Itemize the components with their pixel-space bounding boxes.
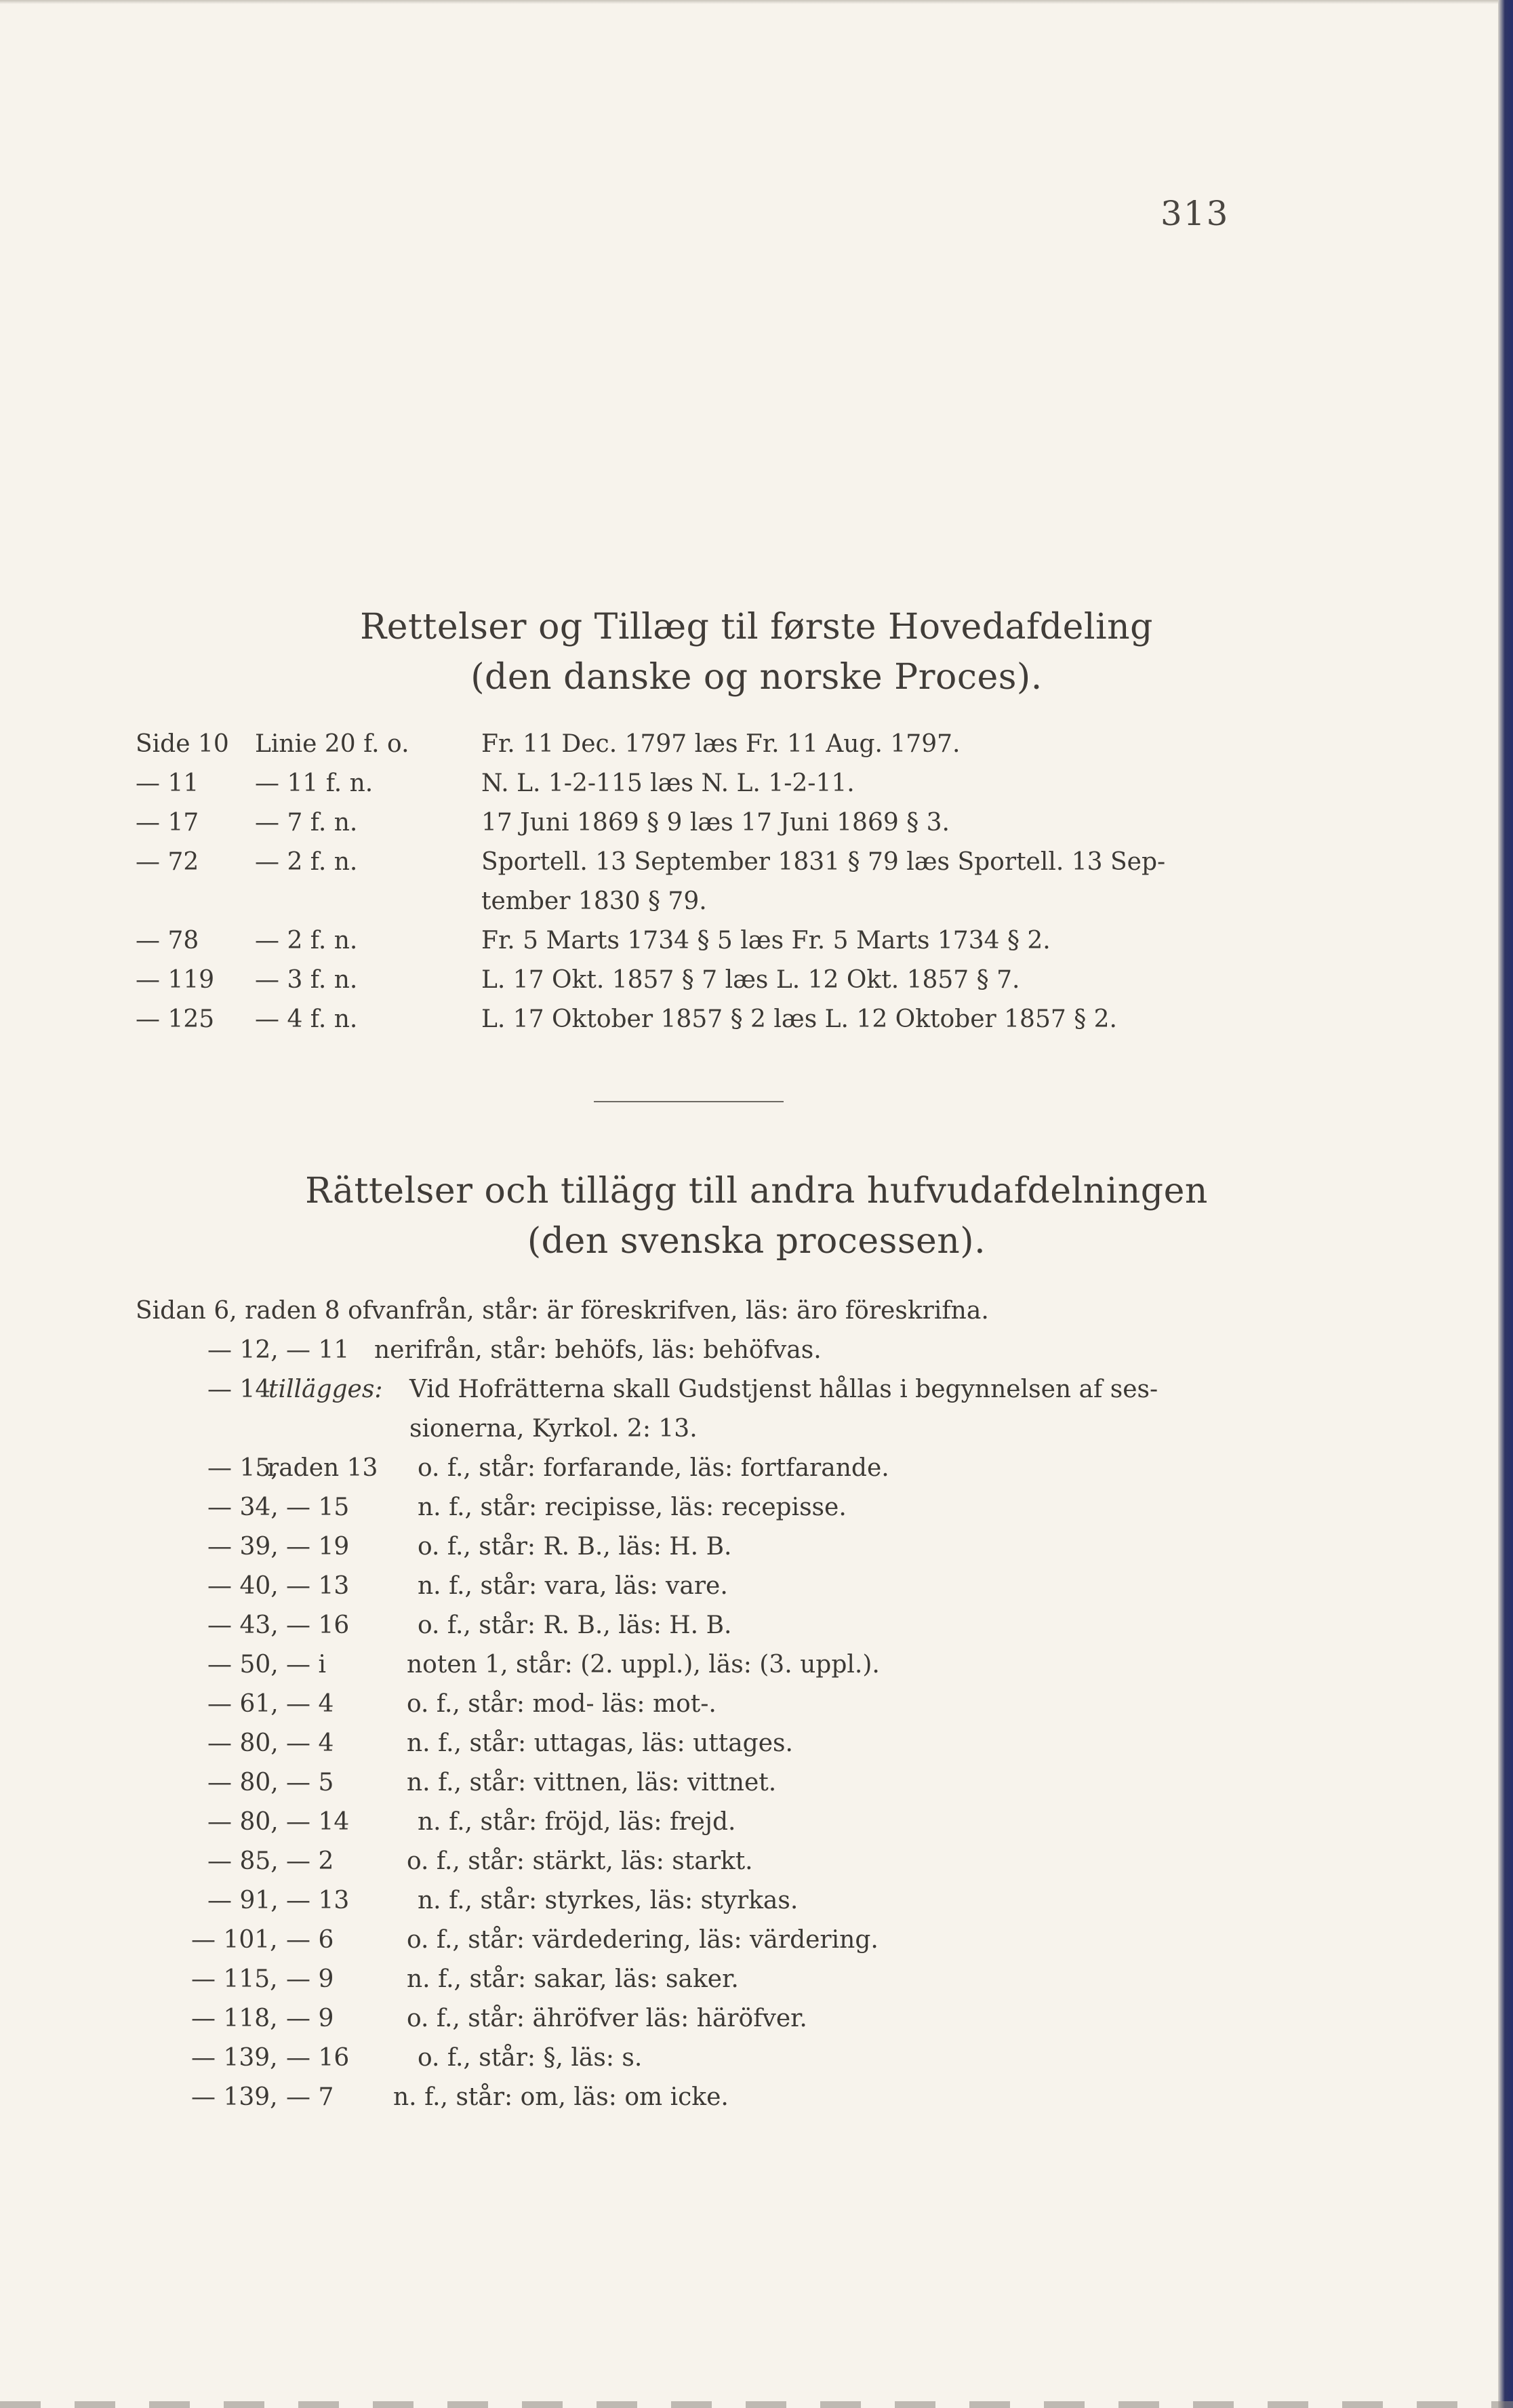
swedish-heading bbox=[0, 1166, 1513, 1266]
danish-subtitle: (den danske og norske Proces). bbox=[470, 657, 1043, 698]
line-ref: — 13 bbox=[286, 1887, 350, 1914]
side-ref: — 119 bbox=[136, 966, 215, 994]
line-ref: — 16 bbox=[286, 2044, 350, 2072]
scan-edge-top bbox=[0, 0, 1513, 4]
page-ref: — 43, bbox=[207, 1611, 279, 1639]
correction-text: n. f., står: recipisse, läs: recepisse. bbox=[418, 1493, 847, 1521]
correction-text: Sidan 6, raden 8 ofvanfrån, står: är föreskrifven, läs: äro föreskrifna. bbox=[136, 1297, 989, 1325]
line-ref: — 2 f. n. bbox=[255, 848, 358, 876]
correction-text: n. f., står: sakar, läs: saker. bbox=[407, 1965, 739, 1993]
correction-text: N. L. 1-2-115 læs N. L. 1-2-11. bbox=[481, 769, 855, 797]
line-ref: — 2 f. n. bbox=[255, 927, 358, 955]
side-ref: — 72 bbox=[136, 848, 199, 876]
page-ref: — 40, bbox=[207, 1572, 279, 1600]
page-number: 313 bbox=[1161, 194, 1230, 233]
swedish-corrections-table bbox=[136, 1292, 1254, 2146]
line-ref: — 4 bbox=[286, 1729, 334, 1757]
swedish-title: Rättelser och tillägg till andra hufvudafdelningen bbox=[305, 1171, 1208, 1211]
page-ref: — 91, bbox=[207, 1887, 279, 1914]
correction-text: o. f., står: mod- läs: mot-. bbox=[407, 1690, 717, 1718]
danish-heading bbox=[0, 602, 1513, 702]
correction-text: n. f., står: styrkes, läs: styrkas. bbox=[418, 1887, 799, 1914]
page-ref: — 80, bbox=[207, 1769, 279, 1797]
section-divider bbox=[594, 1101, 784, 1102]
line-ref: — 5 bbox=[286, 1769, 334, 1797]
line-ref: — 2 bbox=[286, 1847, 334, 1875]
page-ref: — 61, bbox=[207, 1690, 279, 1718]
page-ref: — 39, bbox=[207, 1533, 279, 1561]
line-ref: — 13 bbox=[286, 1572, 350, 1600]
correction-text: Vid Hofrätterna skall Gudstjenst hållas i begynnelsen af ses- bbox=[409, 1376, 1158, 1403]
line-ref: raden 13 bbox=[267, 1454, 378, 1482]
correction-text: o. f., står: värdedering, läs: värdering. bbox=[407, 1926, 879, 1954]
swedish-subtitle: (den svenska processen). bbox=[527, 1221, 986, 1262]
page-ref: — 80, bbox=[207, 1729, 279, 1757]
page-ref: — 50, bbox=[207, 1651, 279, 1679]
line-ref: — 9 bbox=[286, 2005, 334, 2032]
page-ref: — 14 bbox=[207, 1376, 271, 1403]
page-ref: — 12, bbox=[207, 1336, 279, 1364]
line-ref: — 11 f. n. bbox=[255, 769, 374, 797]
correction-text: tember 1830 § 79. bbox=[481, 887, 707, 915]
correction-text: Fr. 5 Marts 1734 § 5 læs Fr. 5 Marts 1734 § 2. bbox=[481, 927, 1051, 955]
side-ref: — 78 bbox=[136, 927, 199, 955]
side-ref: — 17 bbox=[136, 809, 199, 837]
page-ref: — 34, bbox=[207, 1493, 279, 1521]
correction-text: noten 1, står: (2. uppl.), läs: (3. uppl.). bbox=[407, 1651, 880, 1679]
scan-edge-bottom bbox=[0, 2401, 1513, 2408]
danish-corrections-table bbox=[136, 725, 1254, 1051]
line-ref: — i bbox=[286, 1651, 326, 1679]
correction-text: o. f., står: §, läs: s. bbox=[418, 2044, 643, 2072]
line-ref: — 3 f. n. bbox=[255, 966, 358, 994]
correction-text: nerifrån, står: behöfs, läs: behöfvas. bbox=[374, 1336, 822, 1364]
correction-text: n. f., står: om, läs: om icke. bbox=[393, 2083, 729, 2111]
correction-text: o. f., står: forfarande, läs: fortfarande. bbox=[418, 1454, 889, 1482]
page-ref: — 85, bbox=[207, 1847, 279, 1875]
danish-title: Rettelser og Tillæg til første Hovedafdeling bbox=[360, 607, 1153, 647]
line-ref: — 14 bbox=[286, 1808, 350, 1836]
correction-text: o. f., står: ähröfver läs: häröfver. bbox=[407, 2005, 807, 2032]
addition-label: tillägges: bbox=[268, 1376, 383, 1403]
side-ref: Side 10 bbox=[136, 730, 229, 758]
line-ref: — 11 bbox=[286, 1336, 350, 1364]
page-ref: — 101, bbox=[191, 1926, 278, 1954]
line-ref: — 4 f. n. bbox=[255, 1005, 358, 1033]
correction-text: L. 17 Okt. 1857 § 7 læs L. 12 Okt. 1857 § 7. bbox=[481, 966, 1020, 994]
correction-text: o. f., står: R. B., läs: H. B. bbox=[418, 1533, 732, 1561]
correction-text: 17 Juni 1869 § 9 læs 17 Juni 1869 § 3. bbox=[481, 809, 950, 837]
line-ref: — 7 f. n. bbox=[255, 809, 358, 837]
page-ref: — 15, bbox=[207, 1454, 279, 1482]
line-ref: — 16 bbox=[286, 1611, 350, 1639]
correction-text: n. f., står: fröjd, läs: frejd. bbox=[418, 1808, 736, 1836]
correction-text: sionerna, Kyrkol. 2: 13. bbox=[409, 1415, 698, 1443]
line-ref: — 19 bbox=[286, 1533, 350, 1561]
line-ref: — 15 bbox=[286, 1493, 350, 1521]
correction-text: Fr. 11 Dec. 1797 læs Fr. 11 Aug. 1797. bbox=[481, 730, 961, 758]
line-ref: — 7 bbox=[286, 2083, 334, 2111]
correction-text: L. 17 Oktober 1857 § 2 læs L. 12 Oktober 1857 § 2. bbox=[481, 1005, 1118, 1033]
page-ref: — 139, bbox=[191, 2044, 278, 2072]
line-ref: — 6 bbox=[286, 1926, 334, 1954]
side-ref: — 11 bbox=[136, 769, 199, 797]
page-ref: — 115, bbox=[191, 1965, 278, 1993]
page-ref: — 80, bbox=[207, 1808, 279, 1836]
correction-text: n. f., står: uttagas, läs: uttages. bbox=[407, 1729, 793, 1757]
line-ref: — 9 bbox=[286, 1965, 334, 1993]
correction-text: Sportell. 13 September 1831 § 79 læs Sportell. 13 Sep- bbox=[481, 848, 1166, 876]
correction-text: n. f., står: vara, läs: vare. bbox=[418, 1572, 728, 1600]
correction-text: o. f., står: stärkt, läs: starkt. bbox=[407, 1847, 753, 1875]
correction-text: o. f., står: R. B., läs: H. B. bbox=[418, 1611, 732, 1639]
side-ref: — 125 bbox=[136, 1005, 215, 1033]
correction-text: n. f., står: vittnen, läs: vittnet. bbox=[407, 1769, 777, 1797]
line-ref: Linie 20 f. o. bbox=[255, 730, 409, 758]
line-ref: — 4 bbox=[286, 1690, 334, 1718]
page-ref: — 139, bbox=[191, 2083, 278, 2111]
page-ref: — 118, bbox=[191, 2005, 278, 2032]
